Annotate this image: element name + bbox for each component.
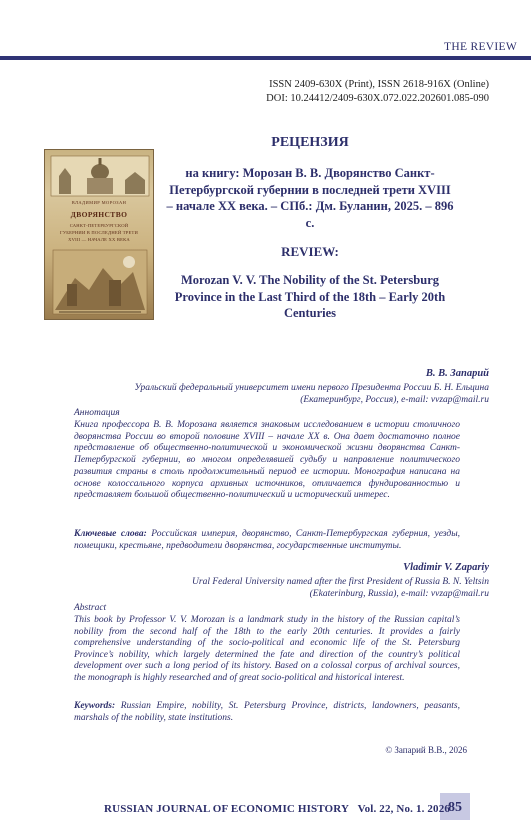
reviewed-book-ru: на книгу: Морозан В. В. Дворянство Санкт-Петербургской губернии в последней трети XVIII – начале XX века. – СПб.: Дм. Буланин, 2025. – 896 с.	[166, 166, 454, 230]
author-name-ru: В. В. Запарий	[425, 368, 489, 379]
cover-title: ДВОРЯНСТВО	[70, 210, 128, 219]
reviewed-book-en: Morozan V. V. The Nobility of the St. Petersburg Province in the Last Third of the 18th – Early 20th Centuries	[174, 273, 446, 320]
affiliation-email-line: (Екатеринбург, Россия), e-mail: vvzap@mail.ru	[300, 395, 489, 405]
abstract-en: This book by Professor V. V. Morozan is a landmark study in the history of the Russian capital’s nobility from the second half of the 18th to the early 20th centuries. It provides a fairly comprehensive understanding of the socio-political and economic life of the St. Petersburg Province’s nobility, which largely determined the fate and direction of the country’s political development over such a long period of its history. Based on a colossal corpus of archival sources, the monograph is highly researched and of great socio-political and historical interest.	[74, 615, 460, 683]
cover-subtitle-line: XVIII — НАЧАЛЕ XX ВЕКА	[68, 237, 130, 242]
doi-line: DOI: 10.24412/2409-630X.072.022.202601.085-090	[266, 93, 489, 104]
copyright-notice: © Запарий В.В., 2026	[385, 745, 467, 755]
keywords-ru	[74, 529, 460, 552]
page-number: 85	[448, 800, 462, 815]
review-heading-en: REVIEW:	[281, 244, 339, 259]
affiliation-email-line: (Ekaterinburg, Russia), e-mail: vvzap@mail.ru	[309, 589, 489, 599]
keywords-text-ru: Российская империя, дворянство, Санкт-Петербургская губерния, уезды, помещики, крестьяне, предводители дворянства, государственные институты.	[74, 529, 461, 551]
book-cover-image	[44, 149, 154, 320]
author-name-en: Vladimir V. Zapariy	[403, 562, 489, 573]
header-rule	[0, 56, 531, 60]
cover-subtitle-line: САНКТ-ПЕТЕРБУРГСКОЙ	[69, 223, 129, 228]
affiliation-line: Уральский федеральный университет имени первого Президента России Б. Н. Ельцина	[134, 383, 489, 393]
footer-journal	[104, 803, 450, 815]
abstract-label-en: Abstract	[74, 603, 107, 613]
keywords-label-en: Keywords:	[74, 701, 116, 711]
keywords-label-ru: Ключевые слова:	[74, 529, 147, 539]
affiliation-en	[69, 576, 489, 600]
affiliation-ru	[69, 382, 489, 406]
affiliation-line: Ural Federal University named after the first President of Russia B. N. Yeltsin	[192, 577, 489, 587]
keywords-en	[74, 701, 460, 724]
keywords-text-en: Russian Empire, nobility, St. Petersburg Province, districts, landowners, peasants, marshals of the nobility, state institutions.	[74, 701, 461, 723]
review-heading-ru: РЕЦЕНЗИЯ	[271, 135, 349, 150]
abstract-ru: Книга профессора В. В. Морозана является знаковым исследованием в истории столичного дворянства России во второй половине XVIII – начале XX в. Она дает достаточно полное представление об общественно-политической и экономической жизни дворянства Санкт-Петербургской губернии, во многом определявшей судьбу и направление политического развития страны в столь продолжительный период ее истории. Монография написана на основе колоссального корпуса архивных источников, отличается фундированностью и представляет большой общественно-политический и исторический интерес.	[74, 420, 460, 501]
journal-volume: Vol. 22, No. 1. 2026	[357, 803, 450, 815]
issn-block	[266, 78, 489, 106]
cover-subtitle	[51, 222, 147, 243]
abstract-label-ru: Аннотация	[74, 408, 120, 418]
cover-author: ВЛАДИМИР МОРОЗАН	[71, 200, 127, 205]
journal-name: RUSSIAN JOURNAL OF ECONOMIC HISTORY	[104, 803, 349, 815]
issn-line: ISSN 2409-630X (Print), ISSN 2618-916X (Online)	[269, 79, 489, 90]
journal-section-title: THE REVIEW	[444, 41, 517, 53]
cover-subtitle-line: ГУБЕРНИИ В ПОСЛЕДНЕЙ ТРЕТИ	[60, 230, 138, 235]
